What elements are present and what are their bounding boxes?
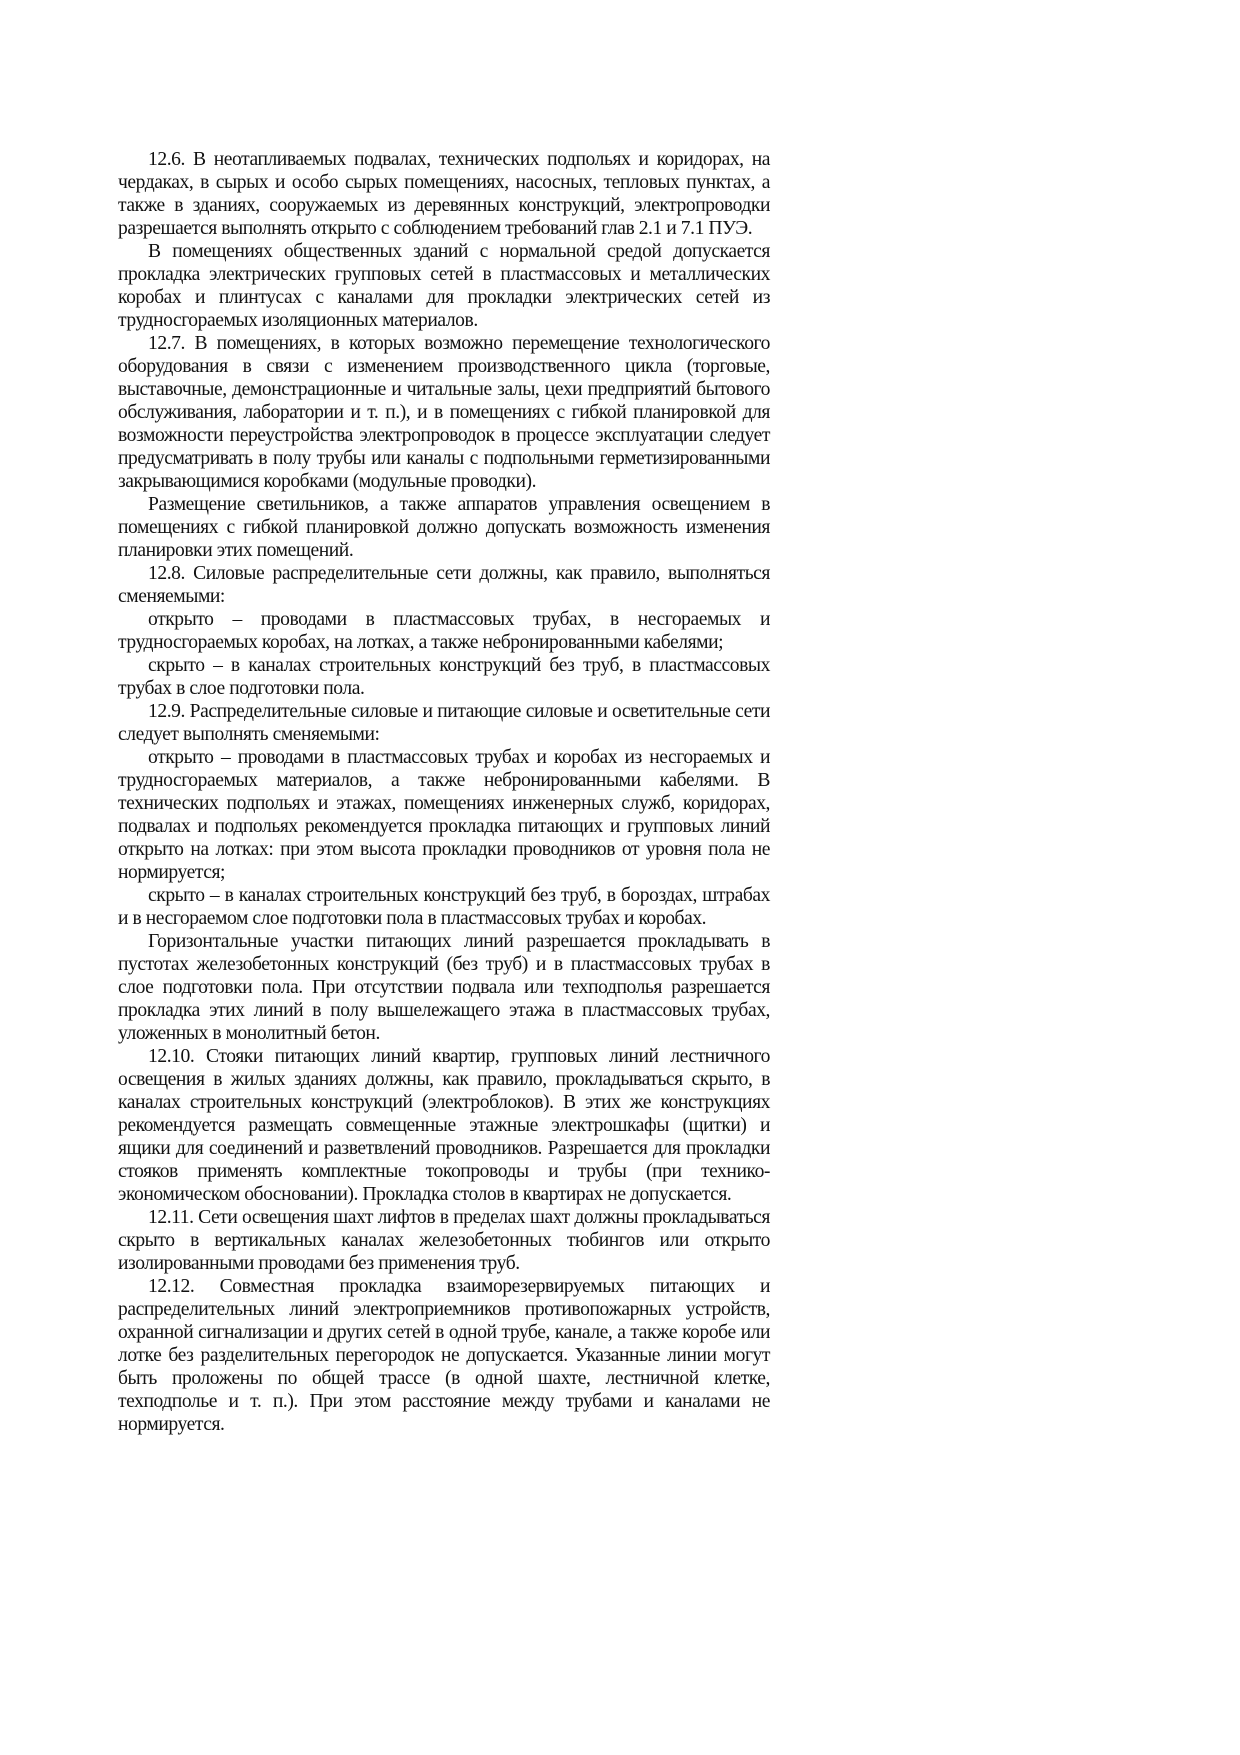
paragraph-12-8: 12.8. Силовые распределительные сети должны, как правило, выполняться сменяемыми:	[118, 563, 770, 607]
paragraph-luminaires: Размещение светильников, а также аппаратов управления освещением в помещениях с гибкой планировкой должно допускать возможность изменения планировки этих помещений.	[118, 494, 770, 561]
paragraph-public-buildings: В помещениях общественных зданий с нормальной средой допускается прокладка электрических групповых сетей в пластмассовых и металлических коробах и плинтусах с каналами для прокладки электрических сетей из трудносгораемых изоляционных материалов.	[118, 241, 770, 331]
paragraph-12-8-hidden: скрыто – в каналах строительных конструкций без труб, в пластмассовых трубах в слое подготовки пола.	[118, 655, 770, 699]
paragraph-12-12: 12.12. Совместная прокладка взаиморезервируемых питающих и распределительных линий электроприемников противопожарных устройств, охранной сигнализации и других сетей в одной трубе, канале, а также коробе или лотке без разделительных перегородок не допускается. Указанные линии могут быть проложены по общей трассе (в одной шахте, лестничной клетке, техподполье и т. п.). При этом расстояние между трубами и каналами не нормируется.	[118, 1276, 770, 1435]
paragraph-12-10: 12.10. Стояки питающих линий квартир, групповых линий лестничного освещения в жилых зданиях должны, как правило, прокладываться скрыто, в каналах строительных конструкций (электроблоков). В этих же конструкциях рекомендуется размещать совмещенные этажные электрошкафы (щитки) и ящики для соединений и разветвлений проводников. Разрешается для прокладки стояков применять комплектные токопроводы и трубы (при технико-экономическом обосновании). Прокладка столов в квартирах не допускается.	[118, 1046, 770, 1205]
paragraph-12-8-open: открыто – проводами в пластмассовых трубах, в несгораемых и трудносгораемых коробах, на лотках, а также небронированными кабелями;	[118, 609, 770, 653]
paragraph-12-9-hidden: скрыто – в каналах строительных конструкций без труб, в бороздах, штрабах и в несгораемом слое подготовки пола в пластмассовых трубах и коробах.	[118, 885, 770, 929]
document-page	[118, 148, 770, 1436]
paragraph-horizontal-sections: Горизонтальные участки питающих линий разрешается прокладывать в пустотах железобетонных конструкций (без труб) и в пластмассовых трубах в слое подготовки пола. При отсутствии подвала или техподполья разрешается прокладка этих линий в полу вышележащего этажа в пластмассовых трубах, уложенных в монолитный бетон.	[118, 931, 770, 1044]
paragraph-12-6: 12.6. В неотапливаемых подвалах, технических подпольях и коридорах, на чердаках, в сырых и особо сырых помещениях, насосных, тепловых пунктах, а также в зданиях, сооружаемых из деревянных конструкций, электропроводки разрешается выполнять открыто с соблюдением требований глав 2.1 и 7.1 ПУЭ.	[118, 149, 770, 239]
paragraph-12-9-open: открыто – проводами в пластмассовых трубах и коробах из несгораемых и трудносгораемых материалов, а также небронированными кабелями. В технических подпольях и этажах, помещениях инженерных служб, коридорах, подвалах и подпольях рекомендуется прокладка питающих и групповых линий открыто на лотках: при этом высота прокладки проводников от уровня пола не нормируется;	[118, 747, 770, 883]
paragraph-12-7: 12.7. В помещениях, в которых возможно перемещение технологического оборудования в связи с изменением производственного цикла (торговые, выставочные, демонстрационные и читальные залы, цехи предприятий бытового обслуживания, лаборатории и т. п.), и в помещениях с гибкой планировкой для возможности переустройства электропроводок в процессе эксплуатации следует предусматривать в полу трубы или каналы с подпольными герметизированными закрывающимися коробками (модульные проводки).	[118, 333, 770, 492]
paragraph-12-9: 12.9. Распределительные силовые и питающие силовые и осветительные сети следует выполнять сменяемыми:	[118, 701, 770, 745]
paragraph-12-11: 12.11. Сети освещения шахт лифтов в пределах шахт должны прокладываться скрыто в вертикальных каналах железобетонных тюбингов или открыто изолированными проводами без применения труб.	[118, 1207, 770, 1274]
